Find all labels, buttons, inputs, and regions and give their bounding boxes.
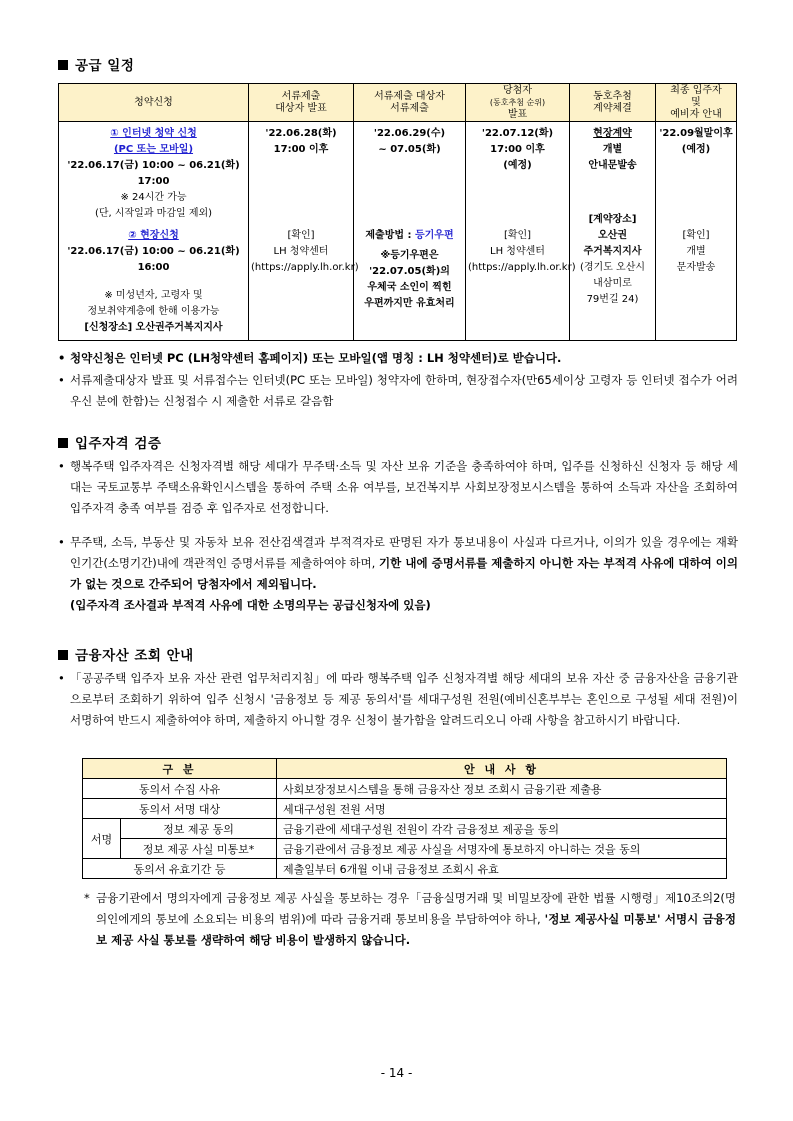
header-doc-announce: 서류제출 대상자 발표	[249, 84, 354, 122]
section-title-supply-schedule: 공급 일정	[58, 54, 134, 74]
cell-final: '22.09월말이후 (예정) [확인] 개별 문자발송	[656, 122, 737, 341]
cell-apply: ① 인터넷 청약 신청 (PC 또는 모바일) '22.06.17(금) 10:00 ~ 06.21(화) 17:00 ※ 24시간 가능 (단, 시작일과 마감일 제외) ② 현장신청 '22.06.17(금) 10:00 ~ 06.21(화) 16:00 ※ 미성년자, 고령자 및 정보취약계층에 한해 이용가능 [신청장소] 오산권주거복지지사	[59, 122, 249, 341]
onsite-apply-title: ② 현장신청	[128, 230, 179, 241]
schedule-table	[58, 83, 737, 341]
table-row: 동의서 수집 사유 사회보장정보시스템을 통해 금융자산 정보 조회시 금융기관 제출용	[83, 779, 727, 799]
header-final: 최종 입주자 및 예비자 안내	[656, 84, 737, 122]
table-row: 동의서 서명 대상 세대구성원 전원 서명	[83, 799, 727, 819]
bullet-apply-channel: • 청약신청은 인터넷 PC (LH청약센터 홈페이지) 또는 모바일(앱 명칭 : LH 청약센터)로 받습니다.	[58, 351, 562, 365]
cell-doc-submit: '22.06.29(수) ~ 07.05(화) 제출방법 : 등기우편 ※등기우편은 '22.07.05(화)의 우체국 소인이 찍힌 우편까지만 유효처리	[354, 122, 466, 341]
table-row: 동의서 유효기간 등 제출일부터 6개월 이내 금융정보 조회시 유효	[83, 859, 727, 879]
header-contract: 동호추첨 계약체결	[570, 84, 656, 122]
cell-doc-announce: '22.06.28(화) 17:00 이후 [확인] LH 청약센터 (https://apply.lh.or.kr)	[249, 122, 354, 341]
section-title-eligibility: 입주자격 검증	[58, 432, 161, 452]
header-winner: 당첨자 (동호추첨 순위) 발표	[466, 84, 570, 122]
square-bullet-icon	[58, 650, 68, 660]
schedule-body-row	[59, 122, 737, 341]
financial-consent-table	[82, 758, 727, 879]
cell-contract: 현장계약 개별 안내문발송 [계약장소] 오산권 주거복지지사 (경기도 오산시 내삼미로 79번길 24)	[570, 122, 656, 341]
bullet-financial-1: • 「공공주택 입주자 보유 자산 관련 업무처리지침」에 따라 행복주택 입주 신청자격별 해당 세대의 보유 자산 중 금융자산을 금융기관으로부터 조회하기 위하여 입주 신청시 '금융정보 등 제공 동의서'를 세대구성원 전원(예비신혼부부는 혼인으로 구성될 세대 전원)이 서명하여 반드시 제출하여야 하며, 제출하지 아니할 경우 신청이 불가함을 알려드리오니 아래 사항을 참고하시기 바랍니다.	[58, 671, 738, 727]
section-title-financial: 금융자산 조회 안내	[58, 644, 194, 664]
footnote-notification-cost: * 금융기관에서 명의자에게 금융정보 제공 사실을 통보하는 경우「금융실명거래 및 비밀보장에 관한 법률 시행령」제10조의2(명의인에게의 통보에 소요되는 비용의 범위)에 따라 금융거래 통보비용을 부담하여야 하나, '정보 제공사실 미통보' 서명시 금융정보 제공 사실 통보를 생략하여 해당 비용이 발생하지 않습니다.	[84, 891, 736, 947]
page-number: - 14 -	[380, 1066, 413, 1080]
square-bullet-icon	[58, 60, 68, 70]
square-bullet-icon	[58, 438, 68, 448]
table-row: 정보 제공 사실 미통보* 금융기관에서 금융정보 제공 사실을 서명자에 통보하지 아니하는 것을 동의	[83, 839, 727, 859]
schedule-header-row	[59, 84, 737, 122]
table-row: 서명 정보 제공 동의 금융기관에 세대구성원 전원이 각각 금융정보 제공을 동의	[83, 819, 727, 839]
cell-winner: '22.07.12(화) 17:00 이후 (예정) [확인] LH 청약센터 (https://apply.lh.or.kr)	[466, 122, 570, 341]
header-apply: 청약신청	[59, 84, 249, 122]
header-doc-submit: 서류제출 대상자 서류제출	[354, 84, 466, 122]
bullet-eligibility-2: • 무주택, 소득, 부동산 및 자동차 보유 전산검색결과 부적격자로 판명된 자가 통보내용이 사실과 다르거나, 이의가 있을 경우에는 재확인기간(소명기간)내에 객관적인 증명서류를 제출하여야 하며, 기한 내에 증명서류를 제출하지 아니한 자는 부적격 사유에 대하여 이의가 없는 것으로 간주되어 당첨자에서 제외됩니다. (입주자격 조사결과 부적격 사유에 대한 소명의무는 공급신청자에 있음)	[58, 535, 738, 612]
bullet-doc-submit: • 서류제출대상자 발표 및 서류접수는 인터넷(PC 또는 모바일) 청약자에 한하며, 현장접수자(만65세이상 고령자 등 인터넷 접수가 어려우신 분에 한함)는 신청접수 시 제출한 서류로 갈음함	[58, 373, 738, 408]
online-apply-title: ① 인터넷 청약 신청	[110, 128, 197, 139]
bullet-eligibility-1: • 행복주택 입주자격은 신청자격별 해당 세대가 무주택·소득 및 자산 보유 기준을 충족하여야 하며, 입주를 신청하신 신청자 등 해당 세대는 국토교통부 주택소유확인시스템을 통하여 주택 소유 여부를, 보건복지부 사회보장정보시스템을 통하여 소득과 자산을 조회하여 입주자격 충족 여부를 검증 후 입주자로 선정합니다.	[58, 459, 738, 515]
fin-header-row: 구 분 안 내 사 항	[83, 759, 727, 779]
